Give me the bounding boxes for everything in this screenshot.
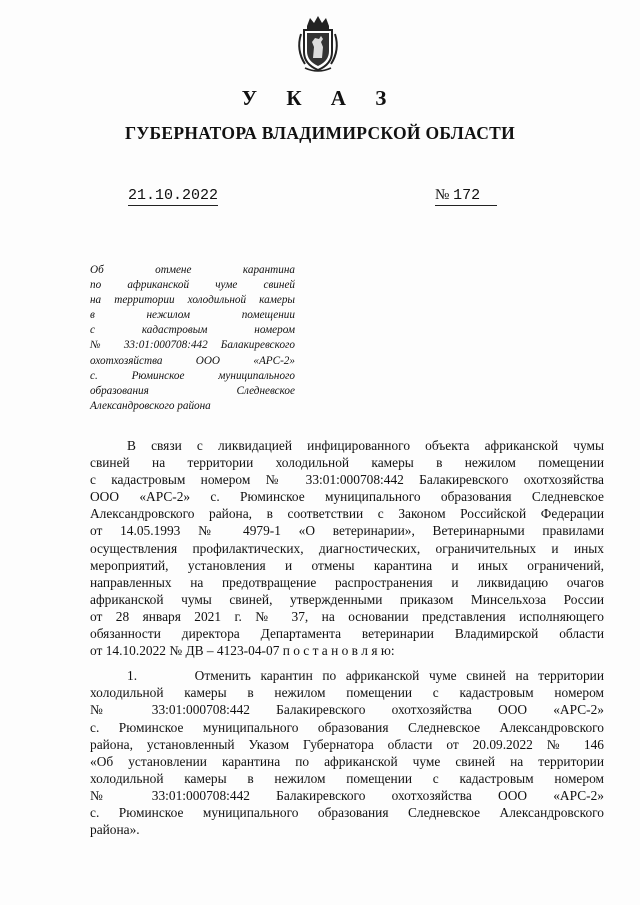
item1-line: холодильной камеры в нежилом помещении с кадастровым номером — [90, 770, 604, 786]
preamble-line: от 14.05.1993 № 4979-1 «О ветеринарии», Ветеринарными правилами — [90, 523, 604, 539]
number-value: 172 — [453, 187, 481, 204]
preamble-line: Александровского района, в соответствии с Законом Российской Федерации — [90, 506, 604, 522]
subject-line: образования Следневское — [90, 384, 295, 397]
subject-line: Александровского района — [90, 399, 211, 412]
preamble-line: свиней на территории холодильной камеры в нежилом помещении — [90, 455, 604, 471]
item1-line: района, установленный Указом Губернатора области от 20.09.2022 № 146 — [90, 736, 604, 752]
preamble-line: направленных на предотвращение распространения и ликвидацию очагов — [90, 574, 604, 590]
item1-line: с. Рюминское муниципального образования Следневское Александровского — [90, 804, 604, 820]
subject-line: с. Рюминское муниципального — [90, 369, 295, 382]
item1-line: «Об установлении карантина по африканской чуме свиней на территории — [90, 753, 604, 769]
preamble-line: от 14.10.2022 № ДВ – 4123-04-07 п о с т а н о в л я ю: — [90, 643, 395, 659]
subject-line: в нежилом помещении — [90, 309, 295, 322]
document-title: У К А З — [241, 86, 399, 110]
subject-line: охотхозяйства ООО «АРС-2» — [90, 354, 295, 367]
item1-line: 1. Отменить карантин по африканской чуме свиней на территории — [127, 668, 604, 684]
subject-line: на территории холодильной камеры — [90, 294, 295, 307]
coat-of-arms-icon — [293, 14, 343, 74]
item1-line: района». — [90, 822, 140, 838]
number-prefix: № — [435, 187, 450, 203]
subject-line: по африканской чуме свиней — [90, 279, 295, 292]
decree-date: 21.10.2022 — [128, 187, 219, 204]
subject-line: с кадастровым номером — [90, 324, 295, 337]
item1-line: холодильной камеры в нежилом помещении с кадастровым номером — [90, 685, 604, 701]
item1-line: № 33:01:000708:442 Балакиревского охотхозяйства ООО «АРС-2» — [90, 702, 604, 718]
preamble-line: африканской чумы свиней, утвержденными приказом Минсельхоза России — [90, 591, 604, 607]
item1-line: с. Рюминское муниципального образования Следневское Александровского — [90, 719, 604, 735]
document-subtitle: ГУБЕРНАТОРА ВЛАДИМИРСКОЙ ОБЛАСТИ — [124, 123, 516, 143]
preamble-line: с кадастровым номером № 33:01:000708:442 Балакиревского охотхозяйства — [90, 472, 604, 488]
item1-line: № 33:01:000708:442 Балакиревского охотхозяйства ООО «АРС-2» — [90, 787, 604, 803]
preamble-line: осуществления профилактических, диагностических, ограничительных и иных — [90, 540, 604, 556]
subject-line: № 33:01:000708:442 Балакиревского — [90, 339, 295, 352]
preamble-line: от 28 января 2021 г. № 37, на основании представления исполняющего — [90, 608, 604, 624]
decree-body — [90, 437, 604, 838]
preamble-line: обязанности директора Департамента ветеринарии Владимирской области — [90, 626, 604, 642]
decree-subject — [90, 263, 295, 414]
decree-number — [435, 187, 497, 206]
preamble-line: В связи с ликвидацией инфицированного объекта африканской чумы — [127, 438, 604, 453]
preamble-line: ООО «АРС-2» с. Рюминское муниципального образования Следневское — [90, 489, 604, 505]
preamble-line: мероприятий, установления и отмены карантина и иных ограничений, — [90, 557, 604, 573]
subject-line: Об отмене карантина — [90, 264, 295, 276]
